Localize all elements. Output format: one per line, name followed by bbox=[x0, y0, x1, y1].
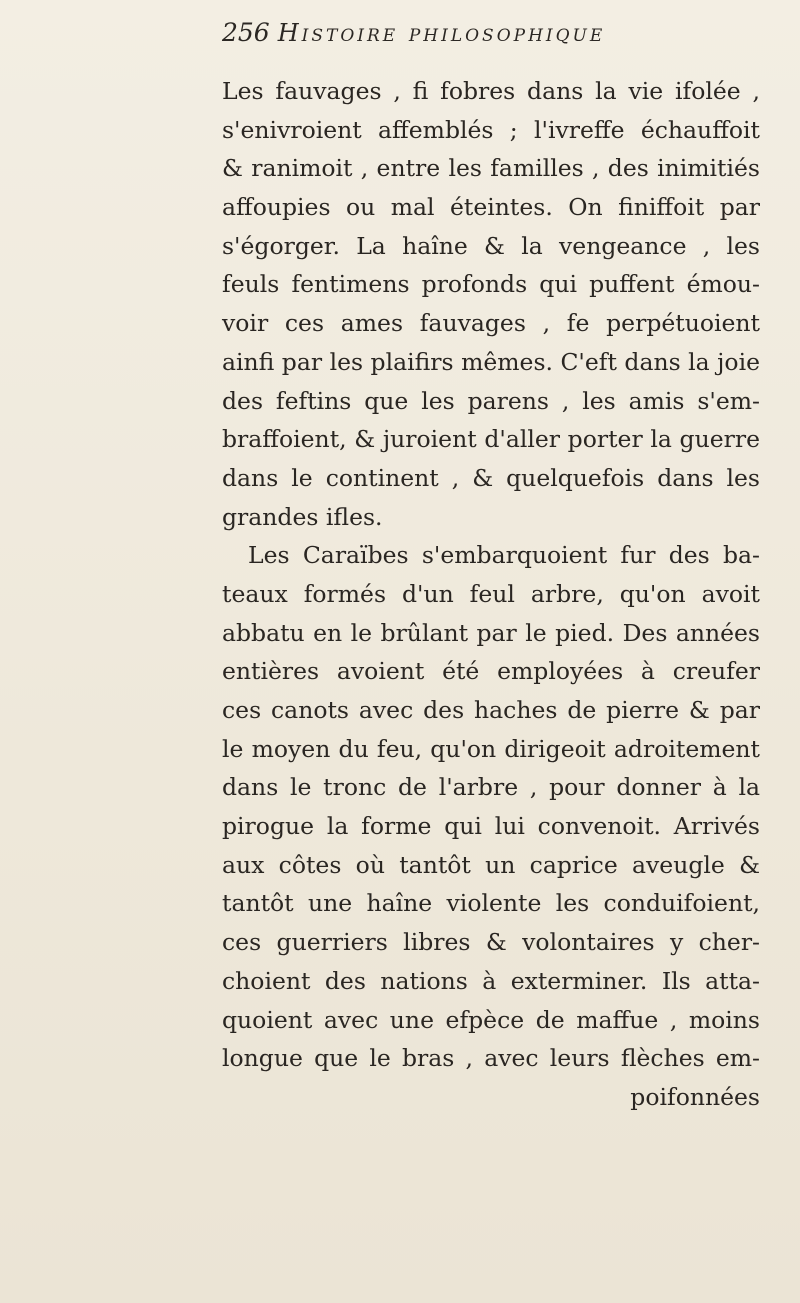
text-line: voir ces ames fauvages , fe perpétuoient bbox=[222, 309, 760, 338]
running-title: Histoire philosophique bbox=[277, 19, 606, 47]
text-line: abbatu en le brûlant par le pied. Des années bbox=[222, 618, 760, 647]
text-line: aux côtes où tantôt un caprice aveugle & bbox=[222, 850, 760, 879]
text-line: dans le continent , & quelquefois dans les bbox=[222, 463, 760, 492]
text-line: dans le tronc de l'arbre , pour donner à la bbox=[222, 773, 760, 802]
page-header bbox=[222, 18, 605, 66]
text-line: ces guerriers libres & volontaires y cher- bbox=[222, 928, 760, 957]
text-line: Les Caraïbes s'embarquoient fur des ba- bbox=[248, 541, 760, 570]
text-line: affoupies ou mal éteintes. On finiffoit par bbox=[222, 193, 760, 222]
text-line: Les fauvages , fi fobres dans la vie ifolée , bbox=[222, 77, 760, 105]
text-line: grandes ifles. bbox=[222, 502, 383, 531]
text-line: braffoient, & juroient d'aller porter la guerre bbox=[222, 425, 760, 454]
text-line: entières avoient été employées à creufer bbox=[222, 657, 760, 686]
text-line: quoient avec une efpèce de maffue , moins bbox=[222, 1005, 760, 1034]
text-line: pirogue la forme qui lui convenoit. Arrivés bbox=[222, 812, 760, 841]
text-line: le moyen du feu, qu'on dirigeoit adroitement bbox=[222, 734, 760, 763]
text-line: s'égorger. La haîne & la vengeance , les bbox=[222, 231, 760, 260]
page-number: 256 bbox=[222, 18, 270, 47]
text-line: ces canots avec des haches de pierre & par bbox=[222, 696, 760, 724]
text-line: s'enivroient affemblés ; l'ivreffe échauffoit bbox=[222, 115, 760, 144]
text-line: tantôt une haîne violente les conduifoient, bbox=[222, 889, 760, 918]
text-line: feuls fentimens profonds qui puffent émou- bbox=[222, 270, 760, 299]
catchword: poifonnées bbox=[630, 1082, 760, 1111]
text-line: longue que le bras , avec leurs flèches em- bbox=[222, 1044, 760, 1073]
body-text bbox=[222, 72, 760, 1117]
text-line: & ranimoit , entre les familles , des inimitiés bbox=[222, 154, 760, 183]
text-line: choient des nations à exterminer. Ils atta- bbox=[222, 966, 760, 995]
text-line: teaux formés d'un feul arbre, qu'on avoit bbox=[222, 579, 760, 608]
text-line: des feftins que les parens , les amis s'em- bbox=[222, 386, 760, 415]
text-line: ainfi par les plaifirs mêmes. C'eft dans la joie bbox=[222, 347, 760, 376]
